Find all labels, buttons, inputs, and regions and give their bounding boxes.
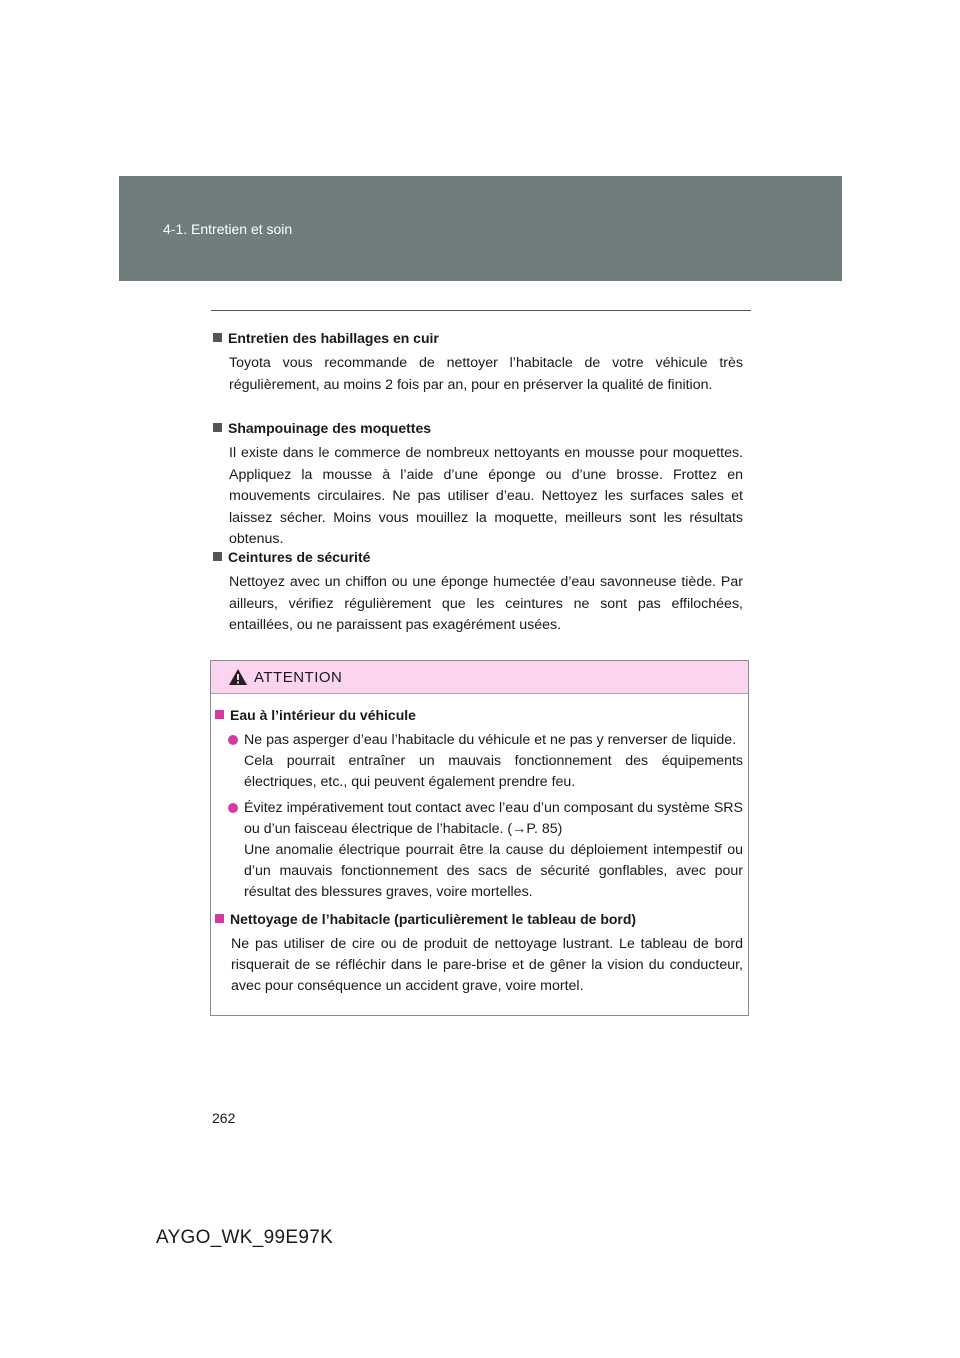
section-heading: Ceintures de sécurité <box>228 549 371 565</box>
square-bullet-icon <box>213 552 222 561</box>
section-body: Il existe dans le commerce de nombreux nettoyants en mousse pour moquettes. Appliquez la mousse à l’aide d’une éponge ou d’une brosse. Frottez en mouvements circulaires. Ne pas utiliser d’eau. Nettoyez les surfaces sales et laissez sécher. Moins vous mouillez la moquette, meilleurs sont les résultats obtenus. <box>229 445 743 547</box>
bullet-text: Une anomalie électrique pourrait être la cause du déploiement intempestif ou d’un mauvais fonctionnement des sacs de sécurité gonflables, avec pour résultat des blessures graves, voire mortelles. <box>244 842 743 900</box>
attention-body: Ne pas utiliser de cire ou de produit de nettoyage lustrant. Le tableau de bord risquerait de se réfléchir dans le pare-brise et de gêner la vision du conducteur, avec pour conséquence un accident grave, voire mortel. <box>231 936 743 994</box>
attention-content <box>215 705 743 997</box>
warning-triangle-icon <box>228 668 248 686</box>
section-heading: Entretien des habillages en cuir <box>228 330 439 346</box>
square-bullet-icon <box>213 333 222 342</box>
square-bullet-icon <box>215 914 224 923</box>
attention-subheading: Eau à l’intérieur du véhicule <box>230 707 416 723</box>
attention-title: ATTENTION <box>254 669 343 686</box>
section-seatbelts <box>213 547 743 637</box>
section-title: 4-1. Entretien et soin <box>163 221 293 237</box>
section-carpet <box>213 418 743 551</box>
bullet-text: Cela pourrait entraîner un mauvais fonctionnement des équipements électriques, etc., qui peuvent également prendre feu. <box>244 753 743 790</box>
square-bullet-icon <box>215 710 224 719</box>
section-leather <box>213 328 743 396</box>
section-body: Toyota vous recommande de nettoyer l’habitacle de votre véhicule très régulièrement, au moins 2 fois par an, pour en préserver la qualité de finition. <box>229 355 743 393</box>
dot-bullet-icon <box>228 803 238 813</box>
list-item <box>228 730 743 793</box>
page-number: 262 <box>212 1110 236 1126</box>
attention-box <box>210 660 749 1016</box>
document-code: AYGO_WK_99E97K <box>156 1227 334 1248</box>
section-body: Nettoyez avec un chiffon ou une éponge humectée d’eau savonneuse tiède. Par ailleurs, vérifiez régulièrement que les ceintures ne sont pas effilochées, entaillées, ou ne paraissent pas exagérément usées. <box>229 574 743 633</box>
attention-subheading: Nettoyage de l’habitacle (particulièrement le tableau de bord) <box>230 911 637 927</box>
section-heading: Shampouinage des moquettes <box>228 420 432 436</box>
bullet-text: Ne pas asperger d’eau l’habitacle du véhicule et ne pas y renverser de liquide. <box>244 732 737 748</box>
list-item <box>228 798 743 903</box>
bullet-text: Évitez impérativement tout contact avec l’eau d’un composant du système SRS ou d’un faisceau électrique de l’habitacle. (→P. 85) <box>244 800 743 837</box>
divider <box>211 310 751 311</box>
dot-bullet-icon <box>228 735 238 745</box>
square-bullet-icon <box>213 423 222 432</box>
attention-header <box>211 661 748 694</box>
